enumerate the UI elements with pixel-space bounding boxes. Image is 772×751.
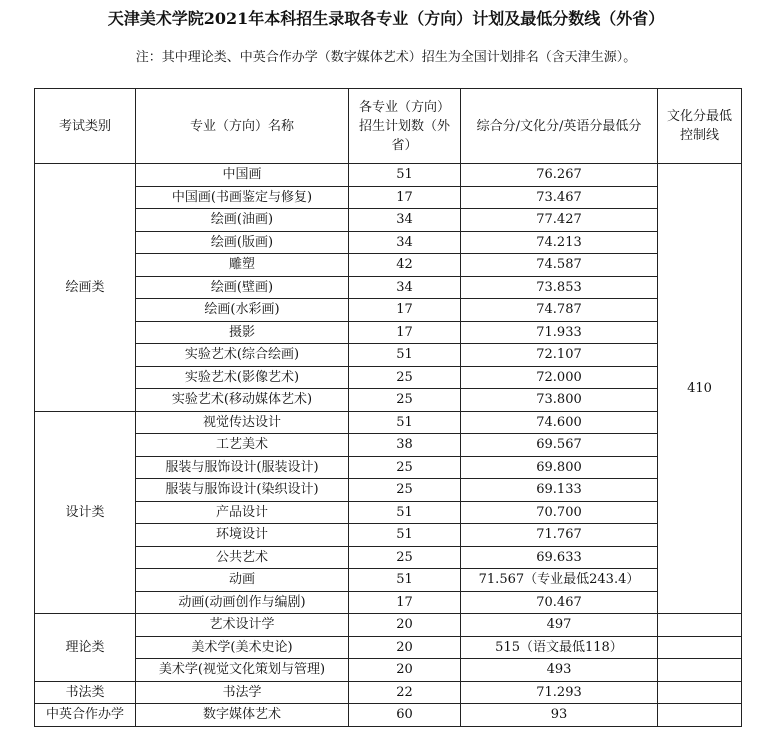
header-plan: 各专业（方向）招生计划数（外省） bbox=[349, 89, 461, 164]
table-row bbox=[35, 299, 742, 322]
major-cell: 书法学 bbox=[136, 681, 349, 704]
table-note: 注：其中理论类、中英合作办学（数字媒体艺术）招生为全国计划排名（含天津生源）。 bbox=[135, 50, 637, 65]
table-row bbox=[35, 389, 742, 412]
plan-cell: 51 bbox=[349, 344, 461, 367]
major-cell: 雕塑 bbox=[136, 254, 349, 277]
score-cell: 72.107 bbox=[461, 344, 658, 367]
major-cell: 实验艺术(移动媒体艺术) bbox=[136, 389, 349, 412]
table-body bbox=[35, 164, 742, 727]
control-empty-cell bbox=[658, 681, 742, 704]
table-row bbox=[35, 186, 742, 209]
plan-cell: 20 bbox=[349, 614, 461, 637]
score-cell: 77.427 bbox=[461, 209, 658, 232]
admission-table bbox=[34, 88, 742, 727]
plan-cell: 34 bbox=[349, 209, 461, 232]
score-cell: 70.700 bbox=[461, 501, 658, 524]
score-cell: 71.293 bbox=[461, 681, 658, 704]
score-cell: 73.800 bbox=[461, 389, 658, 412]
score-cell: 73.467 bbox=[461, 186, 658, 209]
table-row bbox=[35, 434, 742, 457]
major-cell: 美术学(视觉文化策划与管理) bbox=[136, 659, 349, 682]
plan-cell: 51 bbox=[349, 501, 461, 524]
table-row bbox=[35, 209, 742, 232]
plan-cell: 17 bbox=[349, 591, 461, 614]
control-line-cell: 410 bbox=[658, 164, 742, 614]
plan-cell: 51 bbox=[349, 569, 461, 592]
plan-cell: 60 bbox=[349, 704, 461, 727]
major-cell: 数字媒体艺术 bbox=[136, 704, 349, 727]
major-cell: 中国画(书画鉴定与修复) bbox=[136, 186, 349, 209]
score-cell: 93 bbox=[461, 704, 658, 727]
table-row bbox=[35, 411, 742, 434]
major-cell: 公共艺术 bbox=[136, 546, 349, 569]
table-row bbox=[35, 681, 742, 704]
table-row bbox=[35, 366, 742, 389]
plan-cell: 38 bbox=[349, 434, 461, 457]
major-cell: 美术学(美术史论) bbox=[136, 636, 349, 659]
plan-cell: 25 bbox=[349, 546, 461, 569]
header-control: 文化分最低控制线 bbox=[658, 89, 742, 164]
plan-cell: 20 bbox=[349, 659, 461, 682]
table-row bbox=[35, 591, 742, 614]
header-category: 考试类别 bbox=[35, 89, 136, 164]
major-cell: 绘画(壁画) bbox=[136, 276, 349, 299]
table-row bbox=[35, 524, 742, 547]
score-cell: 497 bbox=[461, 614, 658, 637]
table-row bbox=[35, 569, 742, 592]
table-row bbox=[35, 636, 742, 659]
score-cell: 73.853 bbox=[461, 276, 658, 299]
score-cell: 71.767 bbox=[461, 524, 658, 547]
plan-cell: 17 bbox=[349, 299, 461, 322]
plan-cell: 34 bbox=[349, 231, 461, 254]
major-cell: 实验艺术(影像艺术) bbox=[136, 366, 349, 389]
score-cell: 70.467 bbox=[461, 591, 658, 614]
page-title: 天津美术学院2021年本科招生录取各专业（方向）计划及最低分数线（外省） bbox=[107, 9, 665, 28]
major-cell: 动画(动画创作与编剧) bbox=[136, 591, 349, 614]
plan-cell: 25 bbox=[349, 366, 461, 389]
category-cell: 中英合作办学 bbox=[35, 704, 136, 727]
major-cell: 产品设计 bbox=[136, 501, 349, 524]
score-cell: 69.633 bbox=[461, 546, 658, 569]
major-cell: 绘画(水彩画) bbox=[136, 299, 349, 322]
table-row bbox=[35, 231, 742, 254]
score-cell: 493 bbox=[461, 659, 658, 682]
header-row bbox=[35, 89, 742, 164]
major-cell: 中国画 bbox=[136, 164, 349, 187]
plan-cell: 20 bbox=[349, 636, 461, 659]
table-row bbox=[35, 254, 742, 277]
category-cell: 书法类 bbox=[35, 681, 136, 704]
table-row bbox=[35, 456, 742, 479]
header-score: 综合分/文化分/英语分最低分 bbox=[461, 89, 658, 164]
table-row bbox=[35, 546, 742, 569]
table-row bbox=[35, 344, 742, 367]
major-cell: 绘画(版画) bbox=[136, 231, 349, 254]
table-row bbox=[35, 659, 742, 682]
major-cell: 动画 bbox=[136, 569, 349, 592]
control-empty-cell bbox=[658, 659, 742, 682]
major-cell: 摄影 bbox=[136, 321, 349, 344]
control-empty-cell bbox=[658, 704, 742, 727]
plan-cell: 17 bbox=[349, 186, 461, 209]
plan-cell: 25 bbox=[349, 479, 461, 502]
score-cell: 74.587 bbox=[461, 254, 658, 277]
major-cell: 服装与服饰设计(染织设计) bbox=[136, 479, 349, 502]
major-cell: 环境设计 bbox=[136, 524, 349, 547]
table-row bbox=[35, 321, 742, 344]
major-cell: 服装与服饰设计(服装设计) bbox=[136, 456, 349, 479]
major-cell: 视觉传达设计 bbox=[136, 411, 349, 434]
score-cell: 69.133 bbox=[461, 479, 658, 502]
score-cell: 76.267 bbox=[461, 164, 658, 187]
score-cell: 69.800 bbox=[461, 456, 658, 479]
plan-cell: 51 bbox=[349, 411, 461, 434]
header-major: 专业（方向）名称 bbox=[136, 89, 349, 164]
major-cell: 艺术设计学 bbox=[136, 614, 349, 637]
plan-cell: 22 bbox=[349, 681, 461, 704]
plan-cell: 51 bbox=[349, 164, 461, 187]
plan-cell: 17 bbox=[349, 321, 461, 344]
score-cell: 74.213 bbox=[461, 231, 658, 254]
score-cell: 74.600 bbox=[461, 411, 658, 434]
score-cell: 71.567（专业最低243.4） bbox=[461, 569, 658, 592]
control-empty-cell bbox=[658, 614, 742, 637]
category-cell: 设计类 bbox=[35, 411, 136, 614]
control-empty-cell bbox=[658, 636, 742, 659]
score-cell: 515（语文最低118） bbox=[461, 636, 658, 659]
score-cell: 71.933 bbox=[461, 321, 658, 344]
plan-cell: 51 bbox=[349, 524, 461, 547]
score-cell: 69.567 bbox=[461, 434, 658, 457]
table-row bbox=[35, 276, 742, 299]
table-row bbox=[35, 614, 742, 637]
score-cell: 74.787 bbox=[461, 299, 658, 322]
major-cell: 实验艺术(综合绘画) bbox=[136, 344, 349, 367]
category-cell: 理论类 bbox=[35, 614, 136, 682]
category-cell: 绘画类 bbox=[35, 164, 136, 412]
plan-cell: 25 bbox=[349, 456, 461, 479]
table-row bbox=[35, 164, 742, 187]
table-row bbox=[35, 501, 742, 524]
table-row bbox=[35, 704, 742, 727]
major-cell: 工艺美术 bbox=[136, 434, 349, 457]
plan-cell: 25 bbox=[349, 389, 461, 412]
plan-cell: 42 bbox=[349, 254, 461, 277]
score-cell: 72.000 bbox=[461, 366, 658, 389]
major-cell: 绘画(油画) bbox=[136, 209, 349, 232]
plan-cell: 34 bbox=[349, 276, 461, 299]
table-row bbox=[35, 479, 742, 502]
